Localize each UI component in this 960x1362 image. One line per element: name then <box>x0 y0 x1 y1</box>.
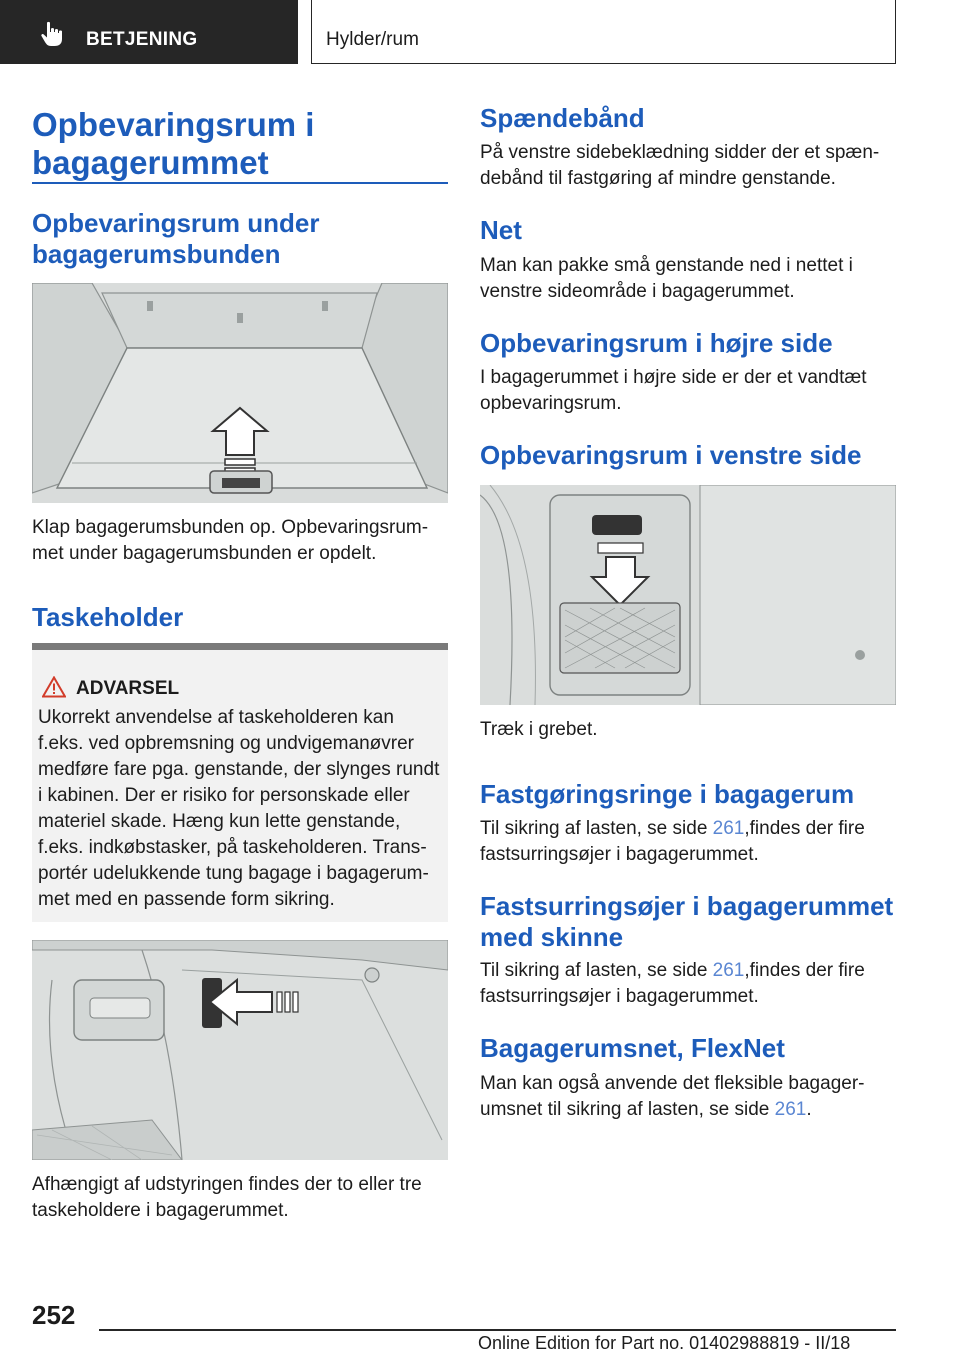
text-strap: På venstre sidebeklædning sidder der et spændebånd til fastgøring af mindre genstande. <box>480 142 880 189</box>
page-title: Opbevaringsrum i bagagerummet <box>32 106 315 181</box>
heading-left-storage: Opbevaringsrum i venstre side <box>480 440 862 470</box>
figure-bag-holder <box>32 940 448 1160</box>
header-section-label: BETJENING <box>86 29 198 50</box>
heading-net: Net <box>480 215 522 245</box>
text-flexnet-a: Man kan også anvende det fleksible bagagerumsnet til sikring af lasten, se side <box>480 1073 865 1120</box>
page-link-flexnet[interactable]: 261 <box>774 1099 807 1120</box>
text-pull-handle: Træk i grebet. <box>480 719 598 740</box>
text-rail-eyes-b: ,findes der fire fastsurringsøjer i bagagerummet. <box>480 960 865 1007</box>
warning-title: ADVARSEL <box>76 678 180 699</box>
heading-rail-eyes <box>480 891 893 953</box>
figure-left-storage <box>480 485 896 705</box>
trunk-floor-illustration <box>32 283 448 503</box>
heading-strap: Spændebånd <box>480 103 645 133</box>
heading-rings: Fastgøringsringe i bagagerum <box>480 779 855 809</box>
edition-note: Online Edition for Part no. 01402988819 - II/18 <box>478 1333 851 1353</box>
text-floor: Klap bagagerumsbunden op. Opbevaringsrummet under bagagerumsbunden er opdelt. <box>32 517 429 564</box>
text-net: Man kan pakke små genstande ned i nettet i venstre sideområde i bagagerummet. <box>480 255 853 302</box>
heading-right-storage: Opbevaringsrum i højre side <box>480 328 833 358</box>
text-rail-eyes-a: Til sikring af lasten, se side <box>480 960 713 981</box>
header-section-tab <box>0 0 298 64</box>
text-rings <box>480 816 896 868</box>
figure-trunk-floor <box>32 283 448 503</box>
text-rings-b: ,findes der fire fastsurringsøjer i bagagerummet. <box>480 818 865 865</box>
title-rule <box>32 182 448 184</box>
heading-rail-eyes-line2: med skinne <box>480 922 624 952</box>
left-storage-illustration <box>480 485 896 705</box>
text-rings-a: Til sikring af lasten, se side <box>480 818 713 839</box>
text-right-storage: I bagagerummet i højre side er der et vandtæt opbevaringsrum. <box>480 367 867 414</box>
hand-pointer-icon <box>38 20 66 48</box>
text-bag-holder-count: Afhængigt af udstyringen findes der to eller tre taskeholdere i bagagerummet. <box>32 1174 422 1221</box>
footer-rule <box>99 1329 896 1331</box>
header-topic-label: Hylder/rum <box>326 29 419 50</box>
warning-box <box>32 650 448 922</box>
heading-flexnet: Bagagerumsnet, FlexNet <box>480 1033 785 1063</box>
text-flexnet <box>480 1071 896 1123</box>
header-topic-box <box>311 0 896 64</box>
warning-triangle-icon <box>42 676 66 698</box>
text-rail-eyes <box>480 958 896 1010</box>
heading-storage-under-floor: Opbevaringsrum under bagagerumsbunden <box>32 208 320 269</box>
heading-rail-eyes-line1: Fastsurringsøjer i bagagerummet <box>480 891 894 921</box>
heading-bag-holder: Taskeholder <box>32 602 184 632</box>
bag-holder-illustration <box>32 940 448 1160</box>
warning-bar <box>32 643 448 650</box>
page-link-rings[interactable]: 261 <box>712 818 745 839</box>
text-flexnet-b: . <box>806 1099 812 1120</box>
page-link-rail-eyes[interactable]: 261 <box>712 960 745 981</box>
page-number: 252 <box>32 1300 76 1330</box>
warning-text: Ukorrekt anvendelse af taskeholderen kan f.eks. ved opbremsning og undvigemanøvrer medføre fare pga. genstande, der slynges rundt i kabinen. Der er risiko for personskade eller materiel skade. Hæng kun lette genstande, f.eks. indkøbstasker, på taskeholderen. Transportér udelukkende tung bagage i bagagerummet med en passende form sikring. <box>38 707 440 910</box>
